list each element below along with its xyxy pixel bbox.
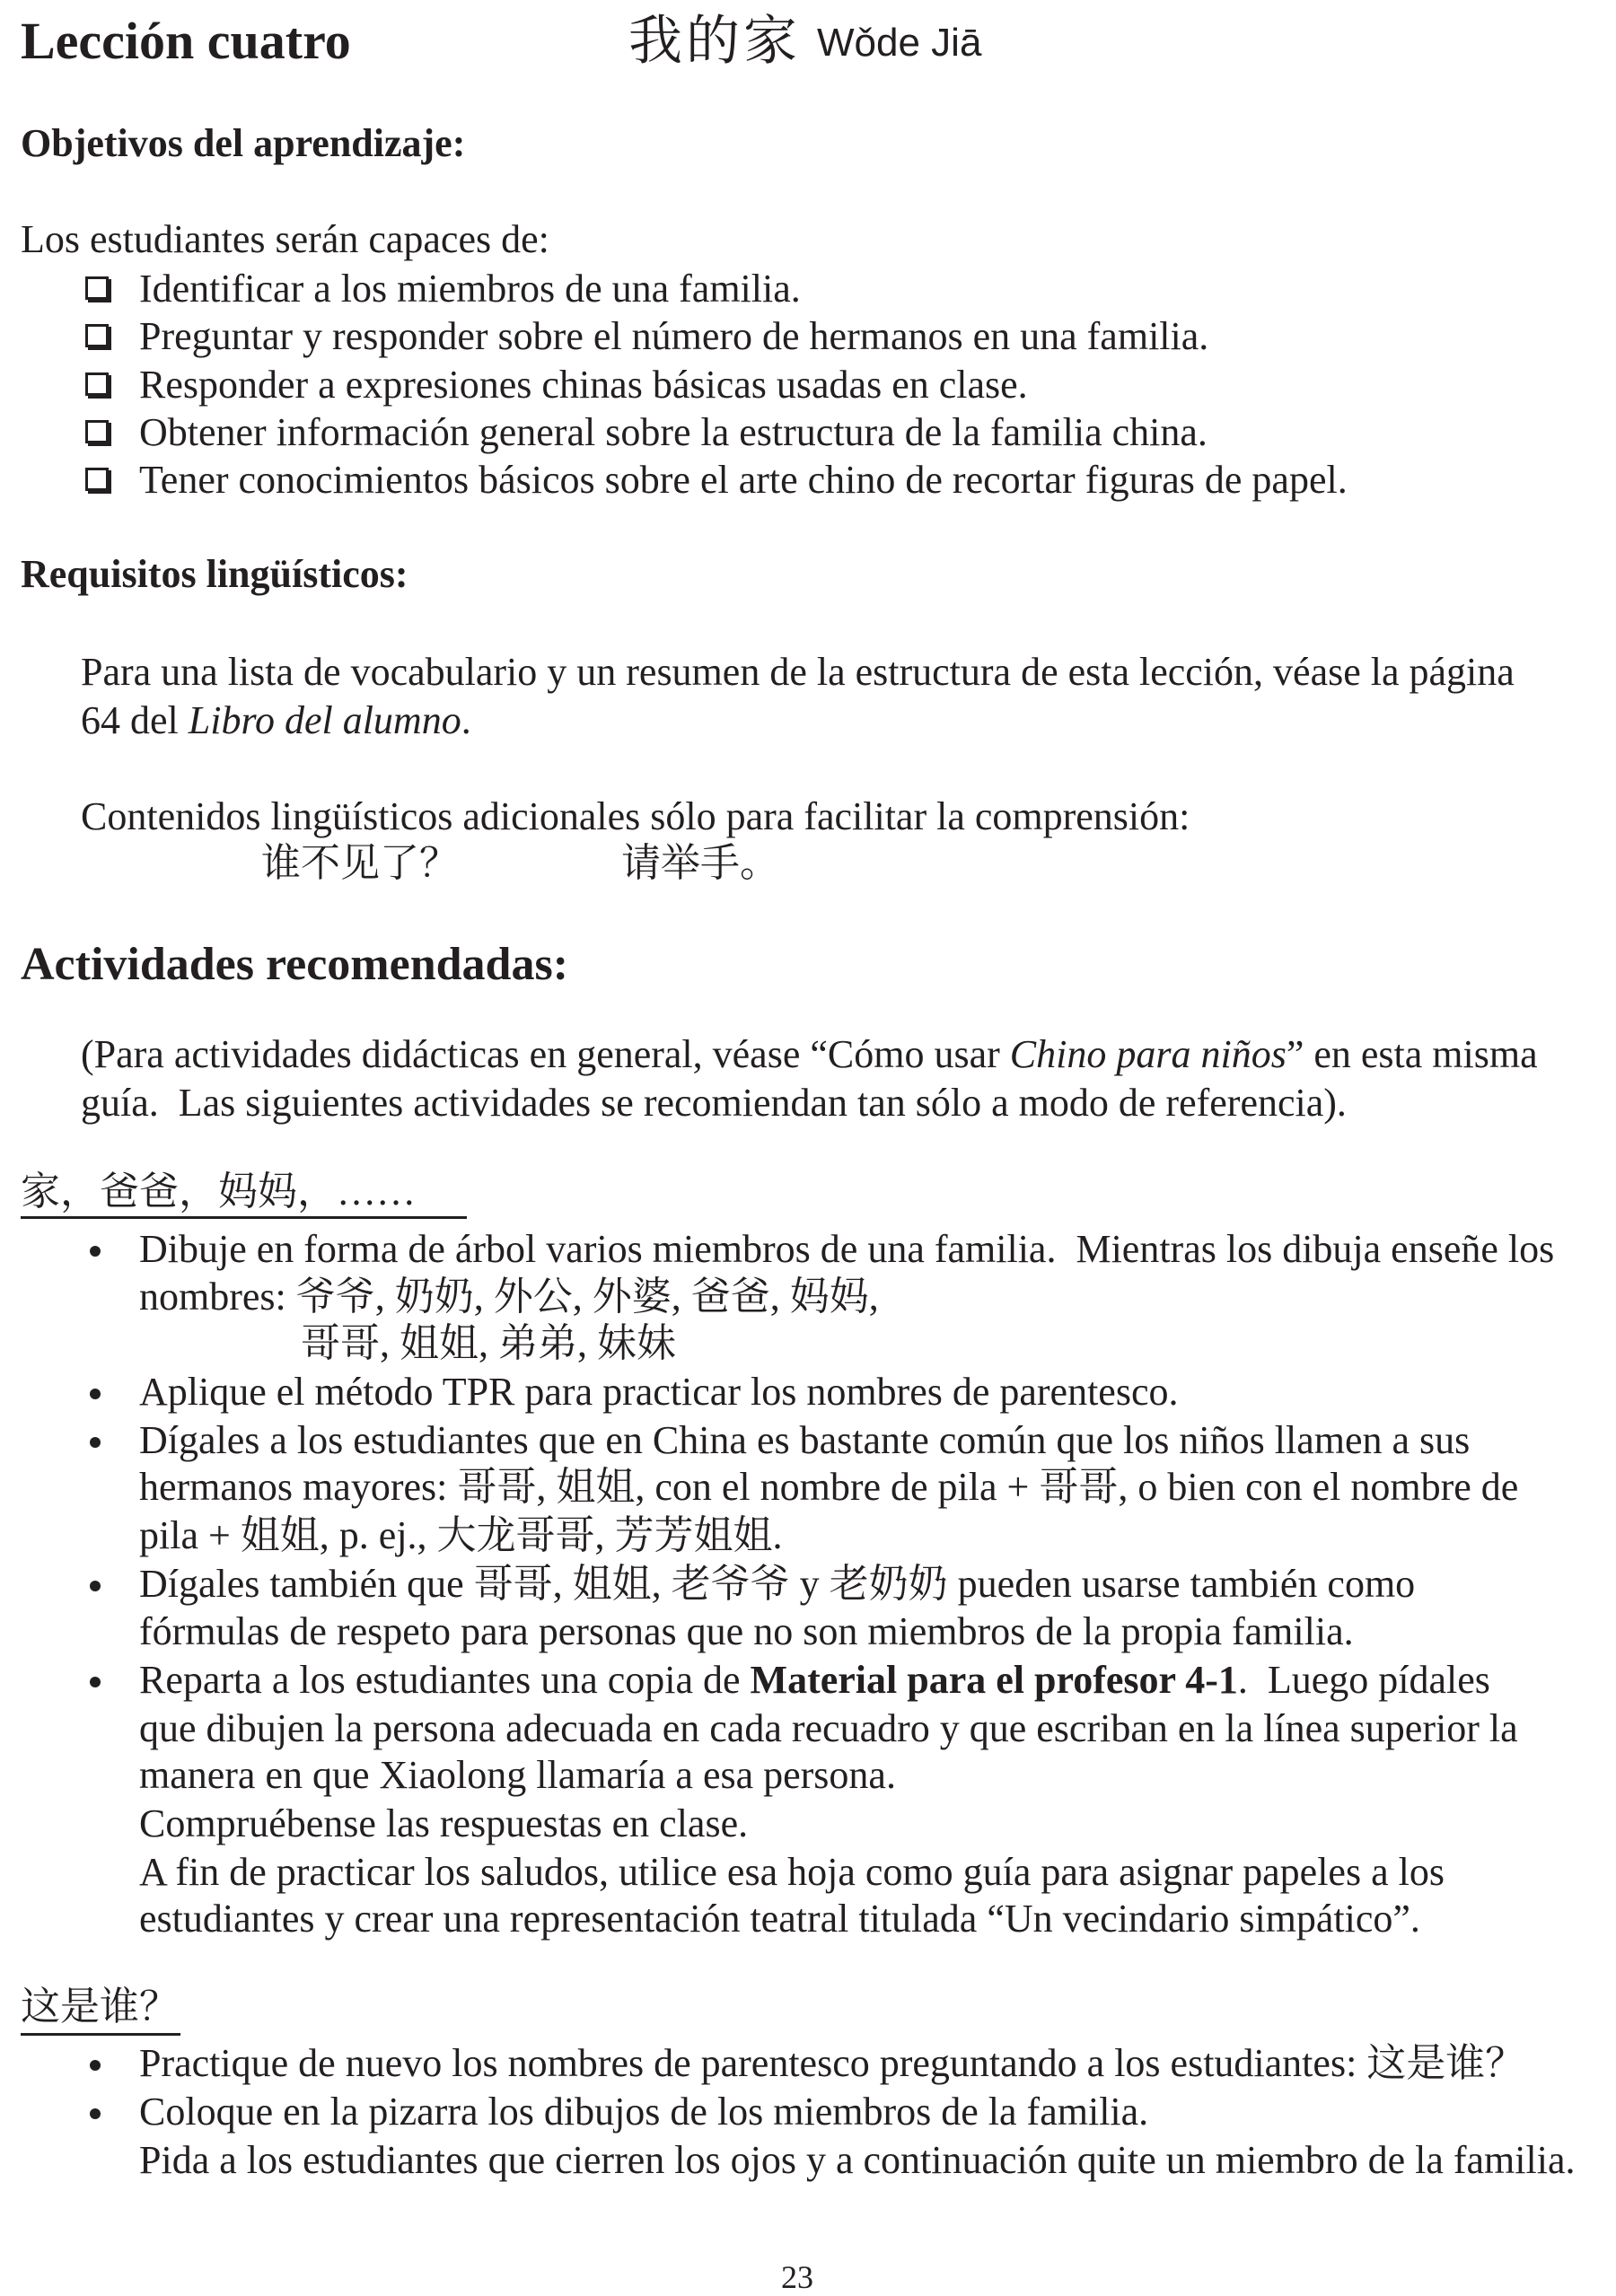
objective-text: Preguntar y responder sobre el número de hermanos en una familia. [139, 314, 1209, 358]
bullet-text: . Luego pídales [1237, 1658, 1490, 1702]
bullet-text-line: pila + 姐姐, p. ej., 大龙哥哥, 芳芳姐姐. [139, 1513, 783, 1557]
checkbox-icon [85, 468, 109, 491]
section-underline [21, 2033, 180, 2036]
bullet-text-line: Coloque en la pizarra los dibujos de los miembros de la familia. [139, 2090, 1149, 2134]
book-title: Libro del alumno [188, 698, 461, 742]
activities-note-line [81, 1030, 1538, 1079]
checkbox-icon [85, 324, 109, 347]
bullet-icon [90, 1437, 101, 1448]
objective-text: Tener conocimientos básicos sobre el arte chino de recortar figuras de papel. [139, 458, 1348, 502]
objectives-intro: Los estudiantes serán capaces de: [21, 217, 549, 261]
bullet-text-line: Dígales también que 哥哥, 姐姐, 老爷爷 y 老奶奶 pueden usarse también como [139, 1562, 1416, 1606]
bullet-text-line: que dibujen la persona adecuada en cada recuadro y que escriban en la línea superior la [139, 1706, 1518, 1750]
bullet-text: Reparta a los estudiantes una copia de [139, 1658, 751, 1702]
section-heading-who: 这是谁？ [21, 1985, 179, 2029]
extra-phrase: 请举手。 [621, 841, 779, 885]
bullet-icon [90, 1581, 101, 1591]
vocab-note-line: Para una lista de vocabulario y un resumen de la estructura de esta lección, véase la página [81, 650, 1515, 694]
lesson-pinyin-title: Wǒde Jiā [817, 21, 982, 65]
bullet-text-line: 哥哥, 姐姐, 弟弟, 妹妹 [301, 1321, 676, 1365]
bullet-text-line: Pida a los estudiantes que cierren los ojos y a continuación quite un miembro de la familia. [139, 2138, 1576, 2182]
bullet-text-line: hermanos mayores: 哥哥, 姐姐, con el nombre de pila + 哥哥, o bien con el nombre de [139, 1465, 1519, 1509]
activities-note-line: guía. Las siguientes actividades se recomiendan tan sólo a modo de referencia). [81, 1081, 1347, 1125]
bullet-text-line: A fin de practicar los saludos, utilice esa hoja como guía para asignar papeles a los [139, 1850, 1445, 1894]
checkbox-icon [85, 420, 109, 443]
checkbox-icon [85, 276, 109, 300]
vocab-note-line [81, 697, 471, 745]
section-underline [21, 1216, 467, 1219]
objectives-heading: Objetivos del aprendizaje: [21, 121, 466, 165]
bullet-text-line: Aplique el método TPR para practicar los nombres de parentesco. [139, 1370, 1179, 1414]
activities-note-text: ” en esta misma [1286, 1032, 1538, 1076]
material-reference: Material para el profesor 4-1 [750, 1658, 1238, 1702]
bullet-text-line [139, 1656, 1490, 1704]
activities-heading: Actividades recomendadas: [21, 939, 569, 990]
lesson-chinese-title: 我的家 [628, 10, 801, 73]
lesson-title: Lección cuatro [21, 12, 351, 70]
bullet-icon [90, 2060, 101, 2071]
bullet-icon [90, 2108, 101, 2119]
activities-note-text: (Para actividades didácticas en general, véase “Cómo usar [81, 1032, 1010, 1076]
bullet-text-line: Compruébense las respuestas en clase. [139, 1801, 749, 1845]
bullet-text-line: Dibuje en forma de árbol varios miembros de una familia. Mientras los dibuja enseñe los [139, 1227, 1555, 1271]
vocab-note-text: . [461, 698, 471, 742]
bullet-icon [90, 1389, 101, 1399]
objective-text: Responder a expresiones chinas básicas usadas en clase. [139, 363, 1028, 407]
bullet-icon [90, 1677, 101, 1687]
bullet-text-line: estudiantes y crear una representación teatral titulada “Un vecindario simpático”. [139, 1897, 1420, 1941]
objective-text: Identificar a los miembros de una familia. [139, 267, 801, 311]
bullet-text-line: Practique de nuevo los nombres de parentesco preguntando a los estudiantes: 这是谁？ [139, 2041, 1525, 2085]
bullet-icon [90, 1246, 101, 1257]
bullet-text-line: nombres: 爷爷, 奶奶, 外公, 外婆, 爸爸, 妈妈, [139, 1275, 879, 1319]
requirements-heading: Requisitos lingüísticos: [21, 552, 408, 596]
bullet-text-line: fórmulas de respeto para personas que no son miembros de la propia familia. [139, 1609, 1354, 1653]
objective-text: Obtener información general sobre la estructura de la familia china. [139, 410, 1208, 454]
vocab-note-text: 64 del [81, 698, 189, 742]
extra-phrase: 谁不见了？ [261, 841, 459, 885]
extra-content-label: Contenidos lingüísticos adicionales sólo para facilitar la comprensión: [81, 794, 1190, 838]
bullet-text-line: manera en que Xiaolong llamaría a esa persona. [139, 1753, 896, 1797]
section-heading-family: 家，爸爸，妈妈，…… [21, 1170, 416, 1214]
checkbox-icon [85, 372, 109, 396]
bullet-text-line: Dígales a los estudiantes que en China es bastante común que los niños llamen a sus [139, 1418, 1471, 1462]
page-number: 23 [781, 2259, 813, 2295]
guide-title: Chino para niños [1009, 1032, 1287, 1076]
